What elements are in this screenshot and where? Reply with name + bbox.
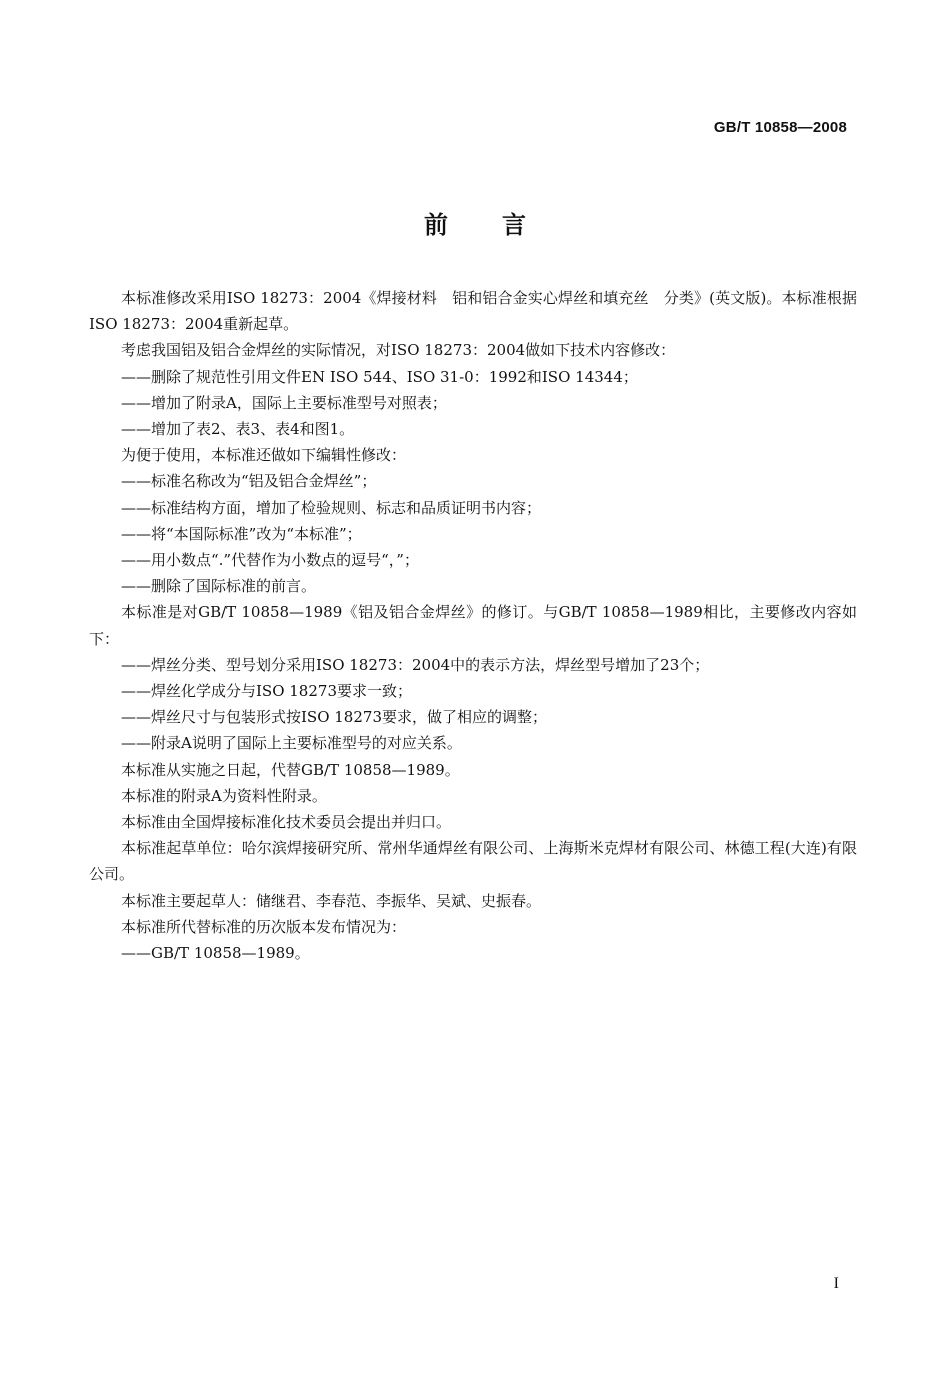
list-item: ——焊丝尺寸与包装形式按ISO 18273要求，做了相应的调整；: [121, 708, 547, 727]
list-item: ——增加了附录A，国际上主要标准型号对照表；: [121, 393, 447, 412]
paragraph: 考虑我国铝及铝合金焊丝的实际情况，对ISO 18273：2004做如下技术内容修改：: [121, 341, 676, 360]
page-number: I: [833, 1275, 839, 1292]
list-item: ——焊丝化学成分与ISO 18273要求一致；: [121, 682, 412, 701]
page-title: 前言: [424, 211, 580, 239]
list-item: ——删除了规范性引用文件EN ISO 544、ISO 31-0：1992和ISO 14344；: [121, 367, 638, 386]
list-item: ——焊丝分类、型号划分采用ISO 18273：2004中的表示方法，焊丝型号增加了23个；: [121, 655, 710, 674]
list-item: ——增加了表2、表3、表4和图1。: [121, 420, 355, 439]
foreword-body: [89, 285, 857, 966]
standard-code: GB/T 10858—2008: [713, 119, 847, 136]
paragraph: 本标准起草单位：哈尔滨焊接研究所、常州华通焊丝有限公司、上海斯米克焊材有限公司、林德工程(大连)有限公司。: [89, 839, 857, 884]
paragraph: 本标准从实施之日起，代替GB/T 10858—1989。: [121, 760, 460, 779]
list-item: ——标准名称改为“铝及铝合金焊丝”；: [121, 472, 377, 491]
paragraph: 本标准所代替标准的历次版本发布情况为：: [121, 917, 407, 936]
list-item: ——用小数点“.”代替作为小数点的逗号“，”；: [121, 551, 419, 570]
paragraph: 本标准由全国焊接标准化技术委员会提出并归口。: [121, 813, 452, 832]
paragraph: 本标准是对GB/T 10858—1989《铝及铝合金焊丝》的修订。与GB/T 10858—1989相比，主要修改内容如下：: [89, 603, 857, 648]
list-item: ——将“本国际标准”改为“本标准”；: [121, 524, 362, 543]
paragraph: 本标准修改采用ISO 18273：2004《焊接材料 铝和铝合金实心焊丝和填充丝 分类》(英文版)。本标准根据ISO 18273：2004重新起草。: [89, 289, 857, 334]
paragraph: 本标准的附录A为资料性附录。: [121, 786, 327, 805]
paragraph: 本标准主要起草人：储继君、李春范、李振华、吴斌、史振春。: [121, 891, 542, 910]
list-item: ——GB/T 10858—1989。: [121, 944, 310, 963]
list-item: ——附录A说明了国际上主要标准型号的对应关系。: [121, 734, 462, 753]
paragraph: 为便于使用，本标准还做如下编辑性修改：: [121, 446, 407, 465]
list-item: ——标准结构方面，增加了检验规则、标志和品质证明书内容；: [121, 498, 542, 517]
list-item: ——删除了国际标准的前言。: [121, 577, 317, 596]
